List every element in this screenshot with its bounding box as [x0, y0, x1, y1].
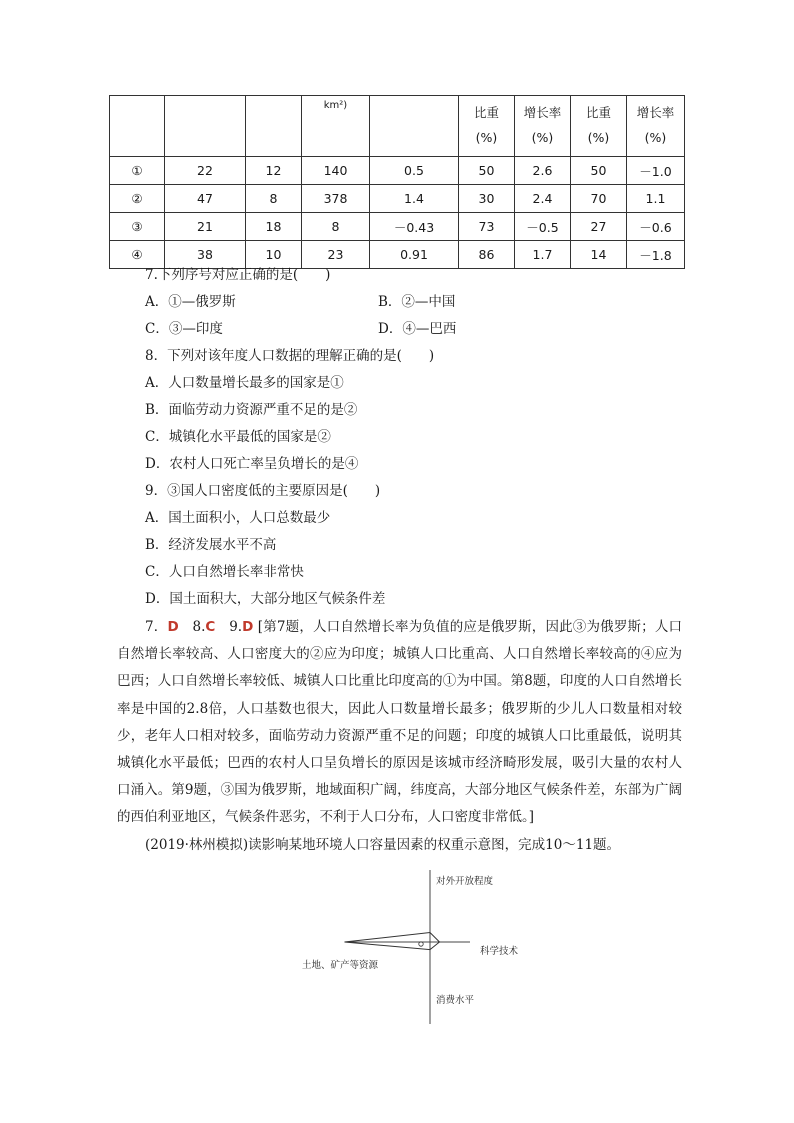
- table-cell: 30: [459, 185, 515, 213]
- weight-polygon: [345, 933, 440, 950]
- table-header-row: [110, 96, 685, 157]
- q8-option-a: A．人口数量增长最多的国家是①: [145, 375, 344, 391]
- table-cell: 18: [246, 213, 302, 241]
- table-cell: 1.4: [370, 185, 459, 213]
- table-header-cell: 比重 (%): [459, 96, 515, 157]
- table-cell: 12: [246, 157, 302, 185]
- table-cell: 140: [302, 157, 370, 185]
- table-cell: 27: [571, 213, 627, 241]
- table-cell: 2.4: [515, 185, 571, 213]
- table-cell: 38: [165, 241, 246, 269]
- table-cell: －0.5: [515, 213, 571, 241]
- answer-7: D: [167, 619, 179, 635]
- table-row: [110, 185, 685, 213]
- label-resources: 土地、矿产等资源: [302, 960, 379, 971]
- q8-option-d: D．农村人口死亡率呈负增长的是④: [145, 456, 359, 472]
- q7-option-c: C．③—印度: [145, 321, 223, 337]
- table-cell: 47: [165, 185, 246, 213]
- table-cell: 8: [302, 213, 370, 241]
- table-cell: －0.43: [370, 213, 459, 241]
- q8-option-c: C．城镇化水平最低的国家是②: [145, 429, 331, 445]
- table-cell: 86: [459, 241, 515, 269]
- table-cell: ①: [110, 157, 165, 185]
- label-science: 科学技术: [480, 946, 519, 957]
- population-data-table: [109, 95, 685, 269]
- table-cell: ②: [110, 185, 165, 213]
- table-header-cell: [246, 96, 302, 157]
- q7-stem: 7.下列序号对应正确的是( ): [145, 267, 331, 283]
- environment-capacity-weight-diagram: [290, 866, 530, 1026]
- table-cell: 0.5: [370, 157, 459, 185]
- table-header-cell: [110, 96, 165, 157]
- q9-option-b: B．经济发展水平不高: [145, 537, 277, 553]
- table-cell: 0.91: [370, 241, 459, 269]
- table-cell: 8: [246, 185, 302, 213]
- q8-stem: 8．下列对该年度人口数据的理解正确的是( ): [145, 348, 435, 364]
- table-cell: 50: [459, 157, 515, 185]
- table-cell: ④: [110, 241, 165, 269]
- answer-text: [第7题，人口自然增长率为负值的应是俄罗斯，因此③为俄罗斯；人口自然增长率较高、人口密度大的②应为印度；城镇人口比重高、人口自然增长率较高的④应为巴西；人口自然增长率较低、城镇人口比重比印度高的①为中国。第8题，印度的人口自然增长率是中国的2.8倍，人口基数也很大，因此人口数量增长最多；俄罗斯的少儿人口数量相对较少，老年人口相对较多，面临劳动力资源严重不足的问题；印度的城镇人口比重最低，说明其城镇化水平最低；巴西的农村人口呈负增长的原因是该城市经济畸形发展，吸引大量的农村人口涌入。第9题，③国为俄罗斯，地域面积广阔，纬度高，大部分地区气候条件差，东部为广阔的西伯利亚地区，气候条件恶劣，不利于人口分布，人口密度非常低。]: [117, 619, 683, 826]
- q7-option-b: B．②—中国: [378, 294, 456, 310]
- table-cell: 2.6: [515, 157, 571, 185]
- question-intro: (2019·林州模拟)读影响某地环境人口容量因素的权重示意图，完成10～11题。: [145, 837, 621, 853]
- table-header-cell: [370, 96, 459, 157]
- table-row: [110, 157, 685, 185]
- table-cell: 1.7: [515, 241, 571, 269]
- table-cell: 73: [459, 213, 515, 241]
- table-cell: 21: [165, 213, 246, 241]
- table-cell: 1.1: [627, 185, 685, 213]
- table-cell: 378: [302, 185, 370, 213]
- table-header-cell: km²): [302, 96, 370, 157]
- table-cell: －1.0: [627, 157, 685, 185]
- q9-option-d: D．国土面积大，大部分地区气候条件差: [145, 591, 386, 607]
- table-cell: 50: [571, 157, 627, 185]
- table-header-cell: 增长率 (%): [515, 96, 571, 157]
- table-cell: 22: [165, 157, 246, 185]
- table-cell: 14: [571, 241, 627, 269]
- table-header-cell: 增长率 (%): [627, 96, 685, 157]
- table-row: [110, 213, 685, 241]
- table-header-cell: 比重 (%): [571, 96, 627, 157]
- q9-option-c: C．人口自然增长率非常快: [145, 564, 304, 580]
- q7-option-a: A．①—俄罗斯: [145, 294, 236, 310]
- table-cell: 23: [302, 241, 370, 269]
- table-cell: －0.6: [627, 213, 685, 241]
- answer-9: D: [242, 619, 254, 635]
- table-cell: 70: [571, 185, 627, 213]
- table-cell: －1.8: [627, 241, 685, 269]
- answer-8: C: [205, 619, 216, 635]
- table-cell: ③: [110, 213, 165, 241]
- table-cell: 10: [246, 241, 302, 269]
- label-openness: 对外开放程度: [436, 876, 494, 887]
- label-consumption: 消费水平: [436, 995, 475, 1006]
- q9-stem: 9．③国人口密度低的主要原因是( ): [145, 483, 381, 499]
- q9-option-a: A．国土面积小，人口总数最少: [145, 510, 331, 526]
- answer-explanation: 7．D 8.C 9.D [第7题，人口自然增长率为负值的应是俄罗斯，因此③为俄罗斯；人口自然增长率较高、人口密度大的②应为印度；城镇人口比重高、人口自然增长率较高的④应为巴西；人口自然增长率较低、城镇人口比重比印度高的①为中国。第8题，印度的人口自然增长率是中国的2.8倍，人口基数也很大，因此人口数量增长最多；俄罗斯的少儿人口数量相对较少，老年人口相对较多，面临劳动力资源严重不足的问题；印度的城镇人口比重最低，说明其城镇化水平最低；巴西的农村人口呈负增长的原因是该城市经济畸形发展，吸引大量的农村人口涌入。第9题，③国为俄罗斯，地域面积广阔，纬度高，大部分地区气候条件差，东部为广阔的西伯利亚地区，气候条件恶劣，不利于人口分布，人口密度非常低。]: [117, 619, 683, 826]
- q7-option-d: D．④—巴西: [378, 321, 457, 337]
- q8-option-b: B．面临劳动力资源严重不足的是②: [145, 402, 358, 418]
- table-header-cell: [165, 96, 246, 157]
